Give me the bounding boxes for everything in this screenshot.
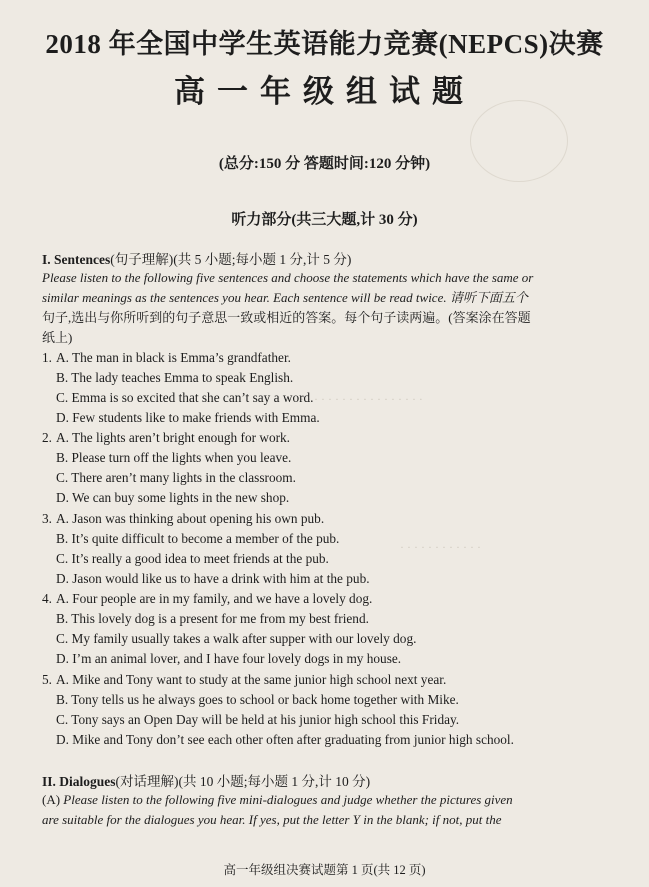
instruction-line: 纸上) xyxy=(42,330,73,345)
option-a: A. Mike and Tony want to study at the same junior high school next year. xyxy=(56,672,447,687)
option-b: B. The lady teaches Emma to speak English. xyxy=(56,370,294,385)
option-d: D. Mike and Tony don’t see each other often after graduating from junior high school. xyxy=(56,732,514,747)
option-a: A. The lights aren’t bright enough for work. xyxy=(56,430,291,445)
part-title: 听力部分(共三大题,计 30 分) xyxy=(231,212,418,228)
section-1-heading xyxy=(42,248,351,268)
section-2-heading xyxy=(42,770,370,790)
section-1-title: I. Sentences xyxy=(42,252,111,267)
question-number: 5. xyxy=(42,672,52,687)
question-number: 3. xyxy=(42,511,52,526)
exam-meta: (总分:150 分 答题时间:120 分钟) xyxy=(218,156,431,172)
section-1-info: (共 5 小题;每小题 1 分,计 5 分) xyxy=(173,252,352,267)
option-c: C. Tony says an Open Day will be held at his junior high school this Friday. xyxy=(56,712,460,727)
question-1 xyxy=(42,350,291,366)
option-a: A. Jason was thinking about opening his own pub. xyxy=(56,511,325,526)
question-3 xyxy=(42,511,324,527)
instruction-line: are suitable for the dialogues you hear. If yes, put the letter Y in the blank; if not, put the xyxy=(42,812,502,827)
instruction-line: similar meanings as the sentences you hear. Each sentence will be read twice. 请听下面五个 xyxy=(42,290,528,305)
section-1-instructions xyxy=(42,268,610,348)
option-c: C. There aren’t many lights in the classroom. xyxy=(56,470,296,485)
option-c: C. My family usually takes a walk after supper with our lovely dog. xyxy=(56,631,417,646)
sub-label: (A) xyxy=(42,792,61,807)
option-d: D. Few students like to make friends with Emma. xyxy=(56,410,320,425)
exam-title: 2018 年全国中学生英语能力竞赛(NEPCS)决赛 xyxy=(45,29,604,59)
section-2-instructions xyxy=(42,790,610,830)
section-2-info: (共 10 小题;每小题 1 分,计 10 分) xyxy=(178,774,371,789)
section-2-title: II. Dialogues xyxy=(42,774,116,789)
option-b: B. This lovely dog is a present for me from my best friend. xyxy=(56,611,369,626)
question-number: 2. xyxy=(42,430,52,445)
question-2 xyxy=(42,430,290,446)
option-a: A. Four people are in my family, and we have a lovely dog. xyxy=(56,591,373,606)
option-a: A. The man in black is Emma’s grandfather. xyxy=(56,350,291,365)
section-1-title-cn: (句子理解) xyxy=(110,252,174,267)
option-d: D. I’m an animal lover, and I have four lovely dogs in my house. xyxy=(56,651,402,666)
instruction-line: 句子,选出与你所听到的句子意思一致或相近的答案。每个句子读两遍。(答案涂在答题 xyxy=(42,310,531,325)
option-c: C. It’s really a good idea to meet friends at the pub. xyxy=(56,551,329,566)
question-number: 1. xyxy=(42,350,52,365)
option-d: D. We can buy some lights in the new shop. xyxy=(56,490,290,505)
instruction-line: (A) Please listen to the following five mini-dialogues and judge whether the pictures given xyxy=(42,792,513,807)
question-5 xyxy=(42,672,446,688)
section-2-title-cn: (对话理解) xyxy=(115,774,179,789)
question-number: 4. xyxy=(42,591,52,606)
option-b: B. Tony tells us he always goes to school or back home together with Mike. xyxy=(56,692,459,707)
option-b: B. It’s quite difficult to become a member of the pub. xyxy=(56,531,340,546)
option-c: C. Emma is so excited that she can’t say a word. xyxy=(56,390,314,405)
exam-subtitle: 高一年级组试题 xyxy=(174,74,475,109)
option-d: D. Jason would like us to have a drink with him at the pub. xyxy=(56,571,370,586)
bleed-through-text: · · · · · · · · · · · · · · · · · · xyxy=(300,392,423,406)
question-4 xyxy=(42,591,372,607)
option-b: B. Please turn off the lights when you leave. xyxy=(56,450,292,465)
bleed-through-text: · · · · · · · · · · · · xyxy=(400,540,481,554)
page-footer: 高一年级组决赛试题第 1 页(共 12 页) xyxy=(223,863,426,877)
instruction-line: Please listen to the following five sentences and choose the statements which have the same or xyxy=(42,270,534,285)
